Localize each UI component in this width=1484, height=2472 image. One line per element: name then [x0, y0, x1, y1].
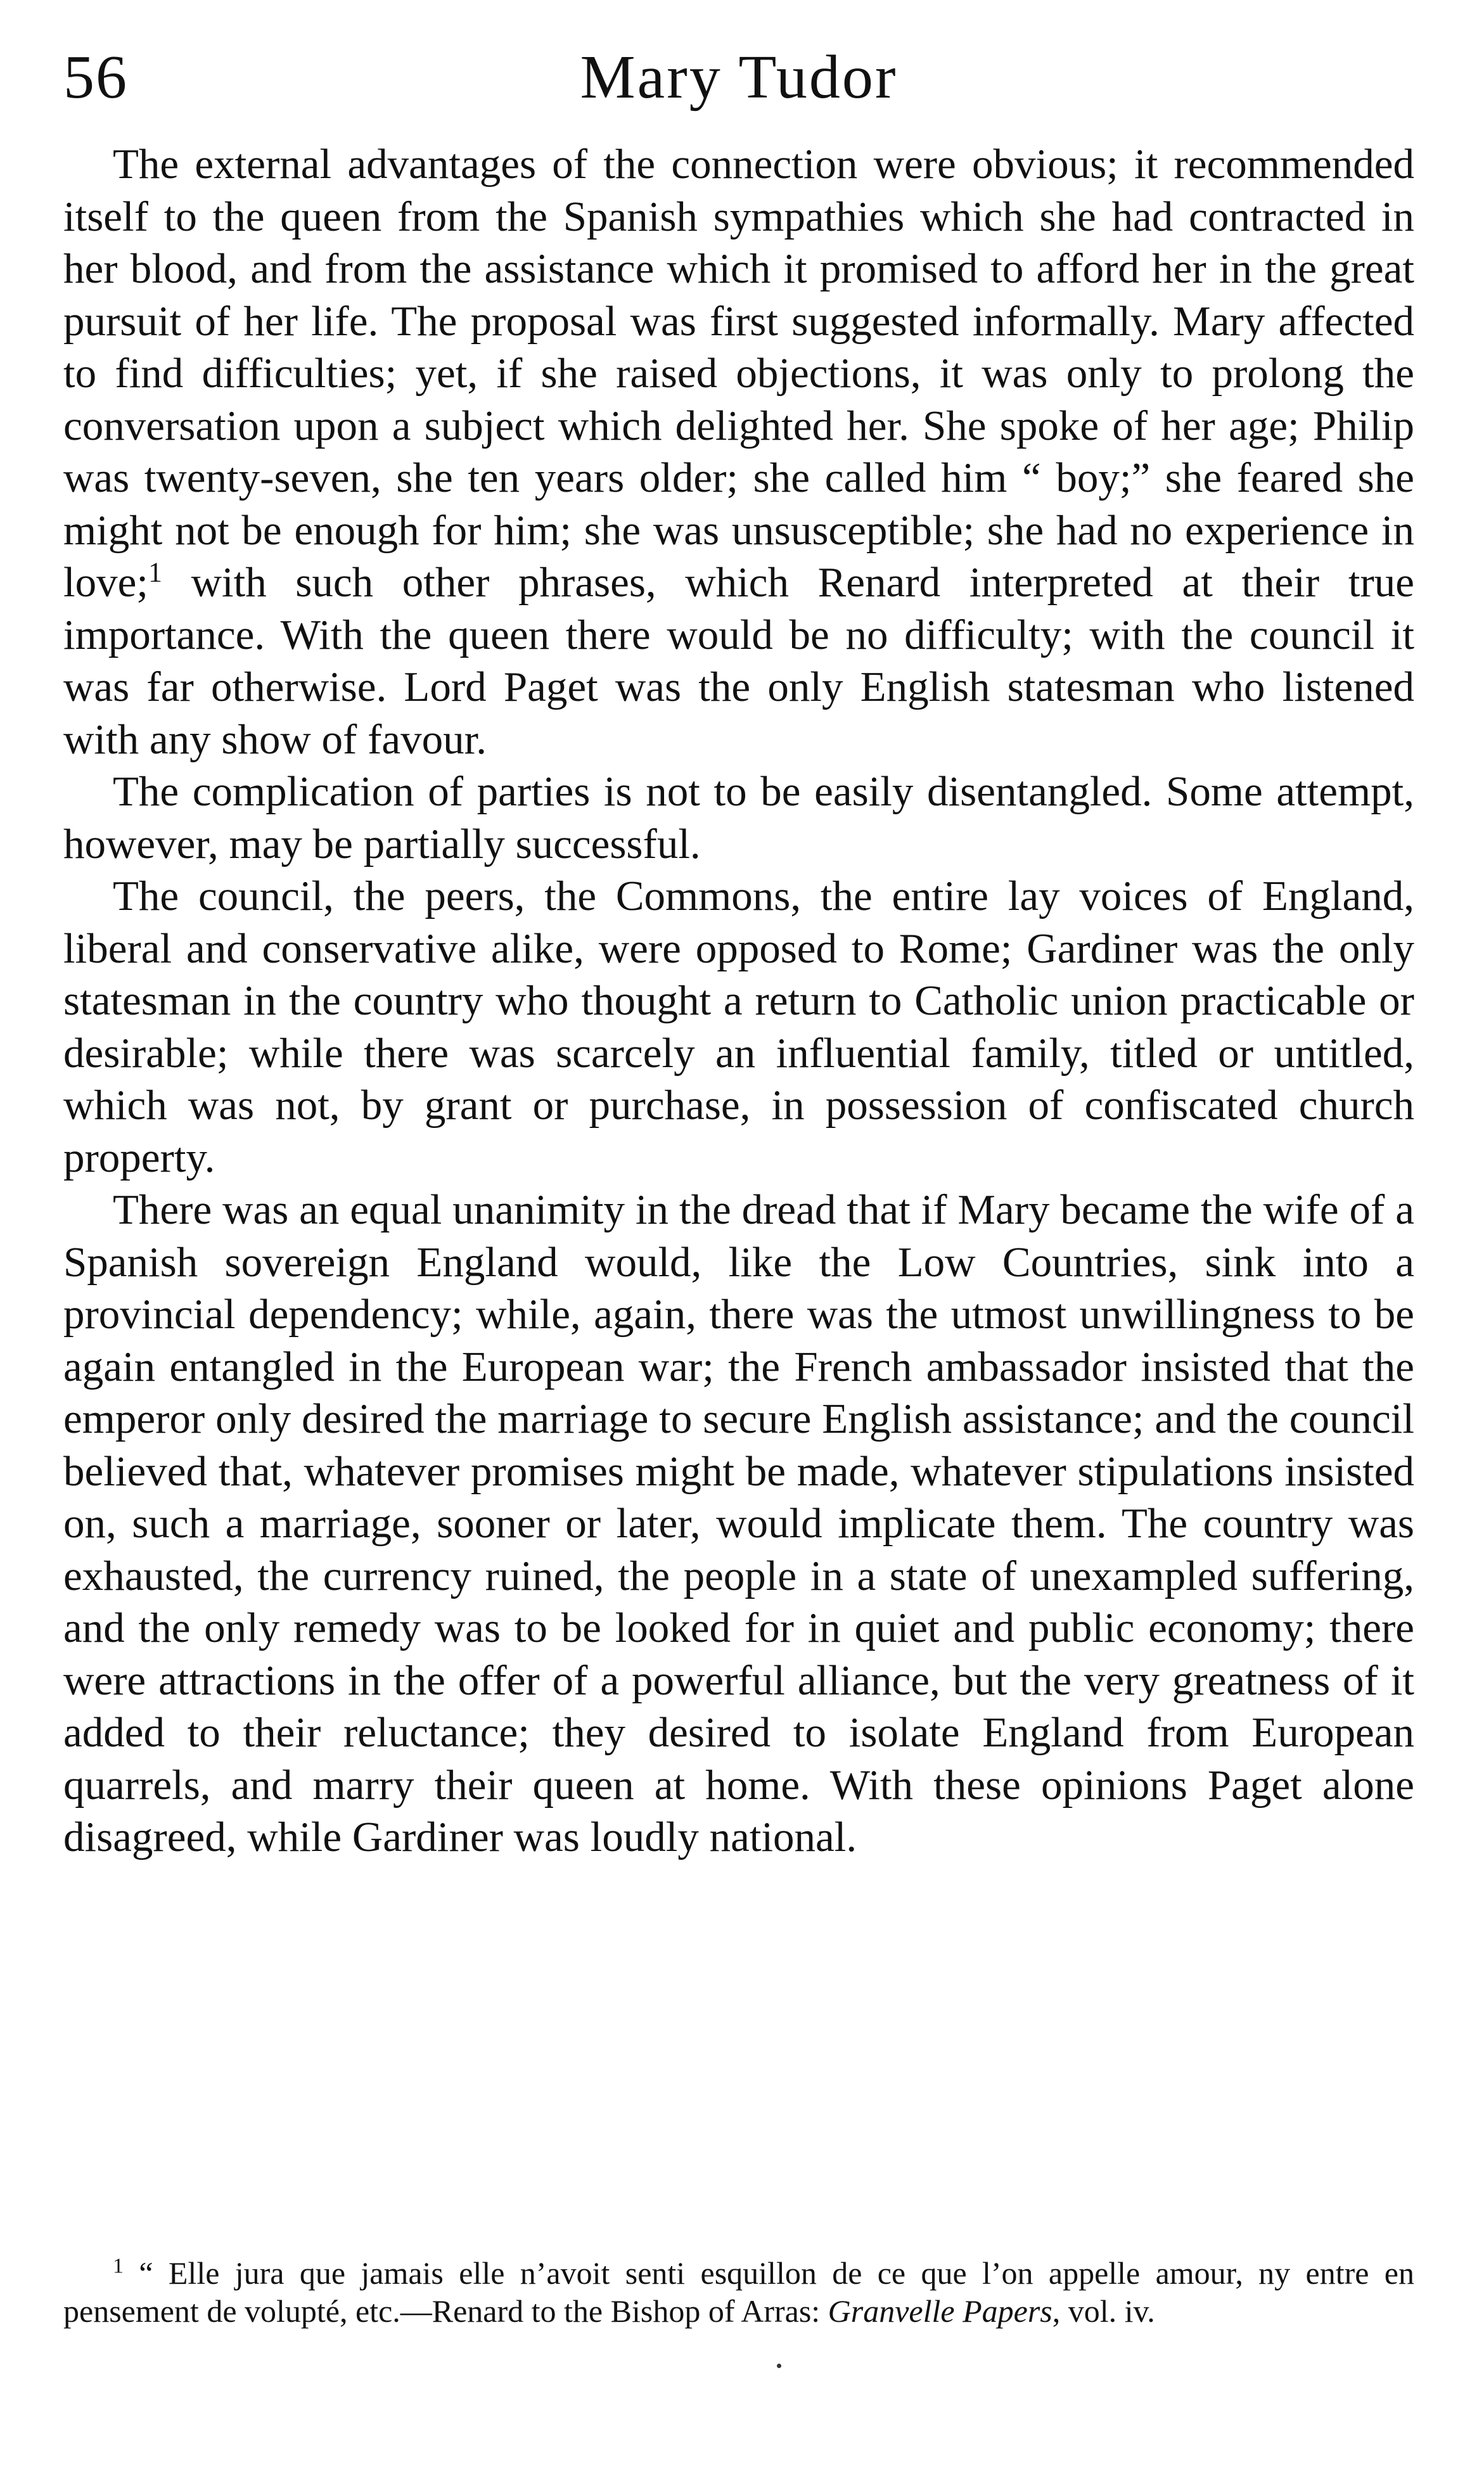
footnote — [63, 2254, 1414, 2330]
footnote-marker: 1 — [113, 2254, 124, 2278]
paragraph-3: The council, the peers, the Commons, the entire lay voices of England, liberal and conservative alike, were opposed to Rome; Gardiner was the only statesman in the country who thought a return to Catholic union practicable or desirable; while there was scarcely an influential family, titled or untitled, which was not, by grant or purchase, in possession of confiscated church property. — [63, 873, 1414, 1181]
footnote-reference-marker: 1 — [148, 556, 162, 588]
running-title: Mary Tudor — [580, 43, 898, 112]
paragraph-2: The complication of parties is not to be easily disentangled. Some attempt, however, may be partially successful. — [63, 768, 1414, 868]
footnote-source-title: Granvelle Papers — [828, 2293, 1052, 2329]
page-header — [63, 39, 1414, 115]
print-speck — [777, 2364, 781, 2368]
page-number: 56 — [63, 43, 128, 112]
footnote-text: “ Elle jura que jamais elle n’avoit senti esquillon de ce que l’on appelle amour, ny entre en pensement de volupté, etc.—Renard to the Bishop of Arras: — [63, 2255, 1414, 2329]
paragraph-1-text: The external advantages of the connection were obvious; it recommended itself to the queen from the Spanish sympathies which she had contracted in her blood, and from the assistance which it promised to afford her in the great pursuit of her life. The proposal was first suggested informally. Mary affected to find difficulties; yet, if she raised objections, it was only to prolong the conversation upon a subject which delighted her. She spoke of her age; Philip was twenty-seven, she ten years older; she called him “ boy;” she feared she might not be enough for him; she was unsusceptible; she had no experience in love; — [63, 141, 1414, 606]
footnote-text-tail: , vol. iv. — [1052, 2293, 1155, 2329]
body-text — [63, 138, 1414, 1864]
paragraph-4: There was an equal unanimity in the dread that if Mary became the wife of a Spanish sovereign England would, like the Low Countries, sink into a provincial dependency; while, again, there was the utmost unwillingness to be again entangled in the European war; the French ambassador insisted that the emperor only desired the marriage to secure English assistance; and the council believed that, whatever promises might be made, whatever stipulations insisted on, such a marriage, sooner or later, would implicate them. The country was exhausted, the currency ruined, the people in a state of unexampled suffering, and the only remedy was to be looked for in quiet and public economy; there were attractions in the offer of a powerful alliance, but the very greatness of it added to their reluctance; they desired to isolate England from European quarrels, and marry their queen at home. With these opinions Paget alone disagreed, while Gardiner was loudly national. — [63, 1186, 1414, 1860]
paragraph-1 — [63, 138, 1414, 765]
paragraph-1-text-continued: with such other phrases, which Renard interpreted at their true importance. With the queen there would be no difficulty; with the council it was far otherwise. Lord Paget was the only English statesman who listened with any show of favour. — [63, 559, 1414, 763]
